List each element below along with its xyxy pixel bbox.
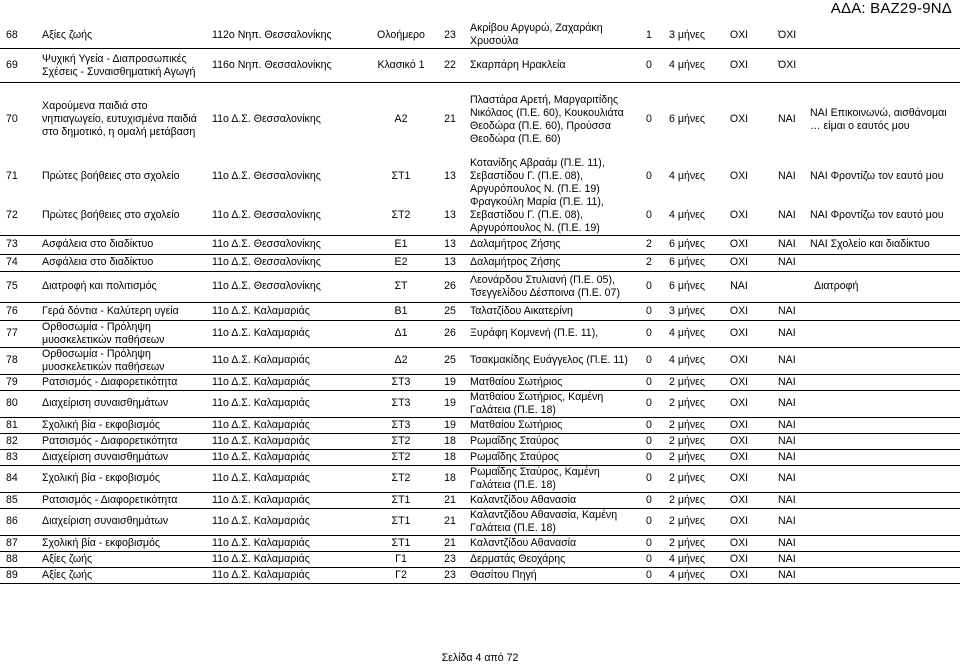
page-footer: Σελίδα 4 από 72 xyxy=(441,652,519,664)
network-note: ΝΑΙ Σχολείο και διαδίκτυο xyxy=(808,235,960,254)
program-title: Ασφάλεια στο διαδίκτυο xyxy=(40,235,210,254)
student-count: 21 xyxy=(444,113,456,126)
flag-f: ΝΑΙ xyxy=(764,508,808,535)
flag-f: ΝΑΙ xyxy=(764,535,808,551)
teachers: Κοτανίδης Αβραάμ (Π.Ε. 11), Σεβαστίδου Γ. (Π.Ε. 08), Αργυρόπουλος Ν. (Π.Ε. 19) xyxy=(470,156,605,195)
duration: 4 μήνες xyxy=(660,320,714,347)
flag-f: ΝΑΙ xyxy=(764,567,808,583)
teachers: Σκαρπάρη Ηρακλεία xyxy=(468,49,638,83)
school-name: 11ο Δ.Σ. Θεσσαλονίκης xyxy=(210,271,370,302)
programs-table xyxy=(0,22,960,584)
teachers: Τσακμακίδης Ευάγγελος (Π.Ε. 11) xyxy=(468,347,638,374)
table-row xyxy=(0,449,960,465)
school-name: 11ο Δ.Σ. Καλαμαριάς xyxy=(210,567,370,583)
network-note xyxy=(808,551,960,567)
count-a: 0 xyxy=(646,113,652,126)
network-note xyxy=(808,374,960,390)
flag-e: ΟΧΙ xyxy=(714,390,764,417)
student-count: 19 xyxy=(432,417,468,433)
flag-e: ΟΧΙ xyxy=(714,374,764,390)
school-name: 11ο Δ.Σ. Θεσσαλονίκης xyxy=(210,235,370,254)
row-number: 74 xyxy=(0,254,40,271)
flag-e: ΟΧΙ xyxy=(714,320,764,347)
flag-f: ΌΧΙ xyxy=(764,22,808,49)
class-name: ΣΤ2 xyxy=(370,465,432,492)
program-title: Διατροφή και πολιτισμός xyxy=(40,271,210,302)
count-a: 0 xyxy=(638,302,660,320)
school-name: 11ο Δ.Σ. Καλαμαριάς xyxy=(210,449,370,465)
network-note xyxy=(808,492,960,508)
count-a: 2 xyxy=(638,235,660,254)
flag-e: ΟΧΙ xyxy=(714,535,764,551)
student-count: 18 xyxy=(432,465,468,492)
program-title: Ορθοσωμία - Πρόληψη μυοσκελετικών παθήσεων xyxy=(40,347,210,374)
duration: 2 μήνες xyxy=(660,390,714,417)
network-note xyxy=(808,433,960,449)
duration: 3 μήνες xyxy=(660,22,714,49)
duration: 2 μήνες xyxy=(660,433,714,449)
class-name: ΣΤ1 xyxy=(370,492,432,508)
table-row xyxy=(0,271,960,302)
flag-f: ΝΑΙ xyxy=(778,208,796,221)
row-number: 77 xyxy=(0,320,40,347)
row-number: 79 xyxy=(0,374,40,390)
school-name: 11ο Δ.Σ. Θεσσαλονίκης xyxy=(210,254,370,271)
duration: 4 μήνες xyxy=(660,347,714,374)
count-a: 0 xyxy=(638,320,660,347)
school-name: 11ο Δ.Σ. Καλαμαριάς xyxy=(210,433,370,449)
teachers: Ρωμαΐδης Σταύρος, Καμένη Γαλάτεια (Π.Ε. 18) xyxy=(468,465,638,492)
flag-e: ΟΧΙ xyxy=(714,254,764,271)
duration: 4 μήνες xyxy=(660,551,714,567)
count-a: 0 xyxy=(638,567,660,583)
class-name: Β1 xyxy=(370,302,432,320)
program-title: Διαχείριση συναισθημάτων xyxy=(40,449,210,465)
count-a: 0 xyxy=(638,417,660,433)
student-count: 25 xyxy=(432,302,468,320)
ada-header: ΑΔΑ: ΒΑΖ29-9ΝΔ xyxy=(830,0,952,17)
flag-f: ΝΑΙ xyxy=(764,465,808,492)
teachers: Ματθαίου Σωτήριος xyxy=(468,374,638,390)
teachers: Ματθαίου Σωτήριος, Καμένη Γαλάτεια (Π.Ε. 18) xyxy=(468,390,638,417)
table-row xyxy=(0,492,960,508)
row-number: 84 xyxy=(0,465,40,492)
table-row xyxy=(0,535,960,551)
flag-e: ΟΧΙ xyxy=(714,347,764,374)
school-name: 11ο Δ.Σ. Καλαμαριάς xyxy=(210,302,370,320)
row-number: 81 xyxy=(0,417,40,433)
teachers: Φραγκούλη Μαρία (Π.Ε. 11), Σεβαστίδου Γ. (Π.Ε. 08), Αργυρόπουλος Ν. (Π.Ε. 19) xyxy=(470,195,604,234)
school-name: 11ο Δ.Σ. Θεσσαλονίκης xyxy=(212,113,321,126)
row-number: 72 xyxy=(6,208,18,221)
row-number: 85 xyxy=(0,492,40,508)
class-name: ΣΤ1 xyxy=(370,508,432,535)
teachers: Δαλαμήτρος Ζήσης xyxy=(468,235,638,254)
class-name: ΣΤ3 xyxy=(370,417,432,433)
row-number: 82 xyxy=(0,433,40,449)
program-title: Ρατσισμός - Διαφορετικότητα xyxy=(40,374,210,390)
table-row xyxy=(0,302,960,320)
count-a: 0 xyxy=(638,551,660,567)
flag-f: ΝΑΙ xyxy=(764,433,808,449)
teachers: Καλαντζίδου Αθανασία xyxy=(468,535,638,551)
count-a: 0 xyxy=(638,465,660,492)
teachers: Δερματάς Θεοχάρης xyxy=(468,551,638,567)
teachers: Ρωμαΐδης Σταύρος xyxy=(468,449,638,465)
network-note xyxy=(808,417,960,433)
school-name: 11ο Δ.Σ. Καλαμαριάς xyxy=(210,320,370,347)
table-row xyxy=(0,551,960,567)
table-row xyxy=(0,347,960,374)
student-count: 23 xyxy=(432,551,468,567)
table-row xyxy=(0,196,960,236)
network-note: Διατροφή xyxy=(808,271,960,302)
student-count: 26 xyxy=(432,271,468,302)
duration: 2 μήνες xyxy=(660,449,714,465)
table-row xyxy=(0,508,960,535)
class-name: Γ1 xyxy=(370,551,432,567)
teachers: Καλαντζίδου Αθανασία xyxy=(468,492,638,508)
flag-e: ΟΧΙ xyxy=(714,49,764,83)
table-row xyxy=(0,83,960,157)
flag-f: ΝΑΙ xyxy=(764,302,808,320)
flag-f: ΝΑΙ xyxy=(764,551,808,567)
duration: 4 μήνες xyxy=(660,49,714,83)
school-name: 11ο Δ.Σ. Καλαμαριάς xyxy=(210,390,370,417)
class-name: Κλασικό 1 xyxy=(370,49,432,83)
teachers: Ακρίβου Αργυρώ, Ζαχαράκη Χρυσούλα xyxy=(468,22,638,49)
table-row xyxy=(0,390,960,417)
network-note: ΝΑΙ Επικοινωνώ, αισθάνομαι … είμαι ο εαυτός μου xyxy=(810,106,947,132)
teachers: Δαλαμήτρος Ζήσης xyxy=(468,254,638,271)
teachers: Ξυράφη Κομνενή (Π.Ε. 11), xyxy=(468,320,638,347)
school-name: 11ο Δ.Σ. Καλαμαριάς xyxy=(210,551,370,567)
flag-f: ΝΑΙ xyxy=(764,417,808,433)
school-name: 11ο Δ.Σ. Καλαμαριάς xyxy=(210,535,370,551)
network-note xyxy=(808,567,960,583)
row-number: 68 xyxy=(0,22,40,49)
table-row xyxy=(0,433,960,449)
table-row xyxy=(0,320,960,347)
student-count: 13 xyxy=(444,169,456,182)
flag-e: ΟΧΙ xyxy=(714,551,764,567)
duration: 2 μήνες xyxy=(660,492,714,508)
table-row xyxy=(0,417,960,433)
school-name: 11ο Δ.Σ. Καλαμαριάς xyxy=(210,417,370,433)
duration: 6 μήνες xyxy=(660,235,714,254)
row-number: 69 xyxy=(0,49,40,83)
class-name: Ε2 xyxy=(370,254,432,271)
duration: 4 μήνες xyxy=(660,567,714,583)
row-number: 70 xyxy=(6,113,18,126)
count-a: 0 xyxy=(638,374,660,390)
flag-f: ΝΑΙ xyxy=(764,390,808,417)
table-row xyxy=(0,567,960,583)
school-name: 11ο Δ.Σ. Καλαμαριάς xyxy=(210,347,370,374)
network-note xyxy=(808,347,960,374)
duration: 4 μήνες xyxy=(669,208,705,221)
flag-e: ΟΧΙ xyxy=(729,169,749,182)
flag-f xyxy=(764,271,808,302)
row-number: 83 xyxy=(0,449,40,465)
row-number: 76 xyxy=(0,302,40,320)
count-a: 1 xyxy=(638,22,660,49)
row-number: 88 xyxy=(0,551,40,567)
flag-e: ΟΧΙ xyxy=(714,22,764,49)
count-a: 0 xyxy=(638,433,660,449)
table-row xyxy=(0,374,960,390)
program-title: Ρατσισμός - Διαφορετικότητα xyxy=(40,433,210,449)
flag-e: ΟΧΙ xyxy=(714,417,764,433)
duration: 3 μήνες xyxy=(660,302,714,320)
flag-e: ΟΧΙ xyxy=(714,433,764,449)
duration: 2 μήνες xyxy=(660,535,714,551)
network-note xyxy=(808,49,960,83)
program-title: Γερά δόντια - Καλύτερη υγεία xyxy=(40,302,210,320)
count-a: 0 xyxy=(638,535,660,551)
duration: 2 μήνες xyxy=(660,508,714,535)
program-title: Ψυχική Υγεία - Διαπροσωπικές Σχέσεις - Συναισθηματική Αγωγή xyxy=(40,49,210,83)
student-count: 26 xyxy=(432,320,468,347)
student-count: 23 xyxy=(432,567,468,583)
flag-f: ΝΑΙ xyxy=(764,254,808,271)
row-number: 75 xyxy=(0,271,40,302)
table-row xyxy=(0,254,960,271)
program-title: Αξίες ζωής xyxy=(40,22,210,49)
program-title: Ασφάλεια στο διαδίκτυο xyxy=(40,254,210,271)
table-row xyxy=(0,235,960,254)
student-count: 23 xyxy=(432,22,468,49)
count-a: 0 xyxy=(646,208,652,221)
teachers: Πλαστάρα Αρετή, Μαργαριτίδης Νικόλαος (Π.Ε. 60), Κουκουλιάτα Θεοδώρα (Π.Ε. 60), Προύσσα Θεοδώρα (Π.Ε. 60) xyxy=(470,93,624,145)
row-number: 73 xyxy=(0,235,40,254)
flag-f: ΝΑΙ xyxy=(764,492,808,508)
flag-e: ΟΧΙ xyxy=(714,508,764,535)
program-title: Σχολική βία - εκφοβισμός xyxy=(40,465,210,492)
table-row xyxy=(0,157,960,196)
school-name: 11ο Δ.Σ. Καλαμαριάς xyxy=(210,465,370,492)
program-title: Αξίες ζωής xyxy=(40,551,210,567)
student-count: 21 xyxy=(432,508,468,535)
school-name: 11ο Δ.Σ. Καλαμαριάς xyxy=(210,492,370,508)
duration: 2 μήνες xyxy=(660,465,714,492)
class-name: ΣΤ1 xyxy=(391,169,411,182)
network-note xyxy=(808,508,960,535)
count-a: 0 xyxy=(638,271,660,302)
flag-e: ΟΧΙ xyxy=(714,567,764,583)
student-count: 13 xyxy=(444,208,456,221)
network-note xyxy=(808,320,960,347)
flag-f: ΝΑΙ xyxy=(764,235,808,254)
flag-e: ΟΧΙ xyxy=(729,113,749,126)
duration: 2 μήνες xyxy=(660,417,714,433)
student-count: 21 xyxy=(432,535,468,551)
program-title: Σχολική βία - εκφοβισμός xyxy=(40,535,210,551)
student-count: 13 xyxy=(432,235,468,254)
class-name: ΣΤ2 xyxy=(391,208,411,221)
duration: 6 μήνες xyxy=(660,254,714,271)
program-title: Ρατσισμός - Διαφορετικότητα xyxy=(40,492,210,508)
school-name: 11ο Δ.Σ. Θεσσαλονίκης xyxy=(212,208,321,221)
network-note xyxy=(808,465,960,492)
program-title: Πρώτες βοήθειες στο σχολείο xyxy=(42,169,180,182)
school-name: 11ο Δ.Σ. Καλαμαριάς xyxy=(210,508,370,535)
class-name: Α2 xyxy=(394,113,408,126)
network-note xyxy=(808,390,960,417)
network-note xyxy=(808,254,960,271)
student-count: 18 xyxy=(432,433,468,449)
program-title: Διαχείριση συναισθημάτων xyxy=(40,390,210,417)
count-a: 0 xyxy=(646,169,652,182)
flag-f: ΝΑΙ xyxy=(764,347,808,374)
flag-e: ΝΑΙ xyxy=(714,271,764,302)
count-a: 0 xyxy=(638,508,660,535)
student-count: 19 xyxy=(432,374,468,390)
class-name: ΣΤ2 xyxy=(370,433,432,449)
class-name: ΣΤ xyxy=(370,271,432,302)
flag-f: ΝΑΙ xyxy=(778,113,796,126)
student-count: 22 xyxy=(432,49,468,83)
network-note: ΝΑΙ Φροντίζω τον εαυτό μου xyxy=(810,169,944,182)
class-name: Δ2 xyxy=(370,347,432,374)
program-title: Πρώτες βοήθειες στο σχολείο xyxy=(42,208,180,221)
count-a: 0 xyxy=(638,49,660,83)
student-count: 21 xyxy=(432,492,468,508)
class-name: ΣΤ3 xyxy=(370,390,432,417)
flag-e: ΟΧΙ xyxy=(714,235,764,254)
row-number: 86 xyxy=(0,508,40,535)
program-title: Αξίες ζωής xyxy=(40,567,210,583)
table-row xyxy=(0,465,960,492)
duration: 4 μήνες xyxy=(669,169,705,182)
count-a: 0 xyxy=(638,492,660,508)
flag-f: ΝΑΙ xyxy=(778,169,796,182)
count-a: 2 xyxy=(638,254,660,271)
class-name: Ολοήμερο xyxy=(370,22,432,49)
flag-e: ΟΧΙ xyxy=(714,465,764,492)
duration: 6 μήνες xyxy=(669,113,705,126)
teachers: Θασίτου Πηγή xyxy=(468,567,638,583)
table-row xyxy=(0,22,960,49)
network-note xyxy=(808,449,960,465)
flag-f: ΝΑΙ xyxy=(764,374,808,390)
teachers: Ματθαίου Σωτήριος xyxy=(468,417,638,433)
flag-f: ΝΑΙ xyxy=(764,320,808,347)
class-name: ΣΤ2 xyxy=(370,449,432,465)
network-note xyxy=(808,535,960,551)
student-count: 18 xyxy=(432,449,468,465)
flag-e: ΟΧΙ xyxy=(714,302,764,320)
teachers: Καλαντζίδου Αθανασία, Καμένη Γαλάτεια (Π.Ε. 18) xyxy=(468,508,638,535)
count-a: 0 xyxy=(638,390,660,417)
row-number: 87 xyxy=(0,535,40,551)
student-count: 19 xyxy=(432,390,468,417)
school-name: 112ο Νηπ. Θεσσαλονίκης xyxy=(210,22,370,49)
row-number: 80 xyxy=(0,390,40,417)
count-a: 0 xyxy=(638,347,660,374)
flag-e: ΟΧΙ xyxy=(729,208,749,221)
school-name: 116ο Νηπ. Θεσσαλονίκης xyxy=(210,49,370,83)
class-name: ΣΤ3 xyxy=(370,374,432,390)
program-title: Ορθοσωμία - Πρόληψη μυοσκελετικών παθήσεων xyxy=(40,320,210,347)
teachers: Ρωμαΐδης Σταύρος xyxy=(468,433,638,449)
count-a: 0 xyxy=(638,449,660,465)
class-name: Ε1 xyxy=(370,235,432,254)
program-title: Σχολική βία - εκφοβισμός xyxy=(40,417,210,433)
flag-e: ΟΧΙ xyxy=(714,492,764,508)
flag-f: ΌΧΙ xyxy=(764,49,808,83)
row-number: 89 xyxy=(0,567,40,583)
duration: 6 μήνες xyxy=(660,271,714,302)
school-name: 11ο Δ.Σ. Θεσσαλονίκης xyxy=(212,169,321,182)
row-number: 78 xyxy=(0,347,40,374)
student-count: 25 xyxy=(432,347,468,374)
teachers: Λεονάρδου Στυλιανή (Π.Ε. 05), Τσεγγελίδου Δέσποινα (Π.Ε. 07) xyxy=(468,271,638,302)
class-name: Γ2 xyxy=(370,567,432,583)
network-note xyxy=(808,302,960,320)
duration: 2 μήνες xyxy=(660,374,714,390)
flag-f: ΝΑΙ xyxy=(764,449,808,465)
table-row xyxy=(0,49,960,83)
network-note xyxy=(808,22,960,49)
network-note: ΝΑΙ Φροντίζω τον εαυτό μου xyxy=(810,208,944,221)
class-name: Δ1 xyxy=(370,320,432,347)
student-count: 13 xyxy=(432,254,468,271)
flag-e: ΟΧΙ xyxy=(714,449,764,465)
row-number: 71 xyxy=(6,169,18,182)
teachers: Ταλατζίδου Αικατερίνη xyxy=(468,302,638,320)
program-title: Διαχείριση συναισθημάτων xyxy=(40,508,210,535)
program-title: Χαρούμενα παιδιά στο νηπιαγωγείο, ευτυχισμένα παιδιά στο δημοτικό, η ομαλή μετάβαση xyxy=(42,100,197,139)
school-name: 11ο Δ.Σ. Καλαμαριάς xyxy=(210,374,370,390)
class-name: ΣΤ1 xyxy=(370,535,432,551)
